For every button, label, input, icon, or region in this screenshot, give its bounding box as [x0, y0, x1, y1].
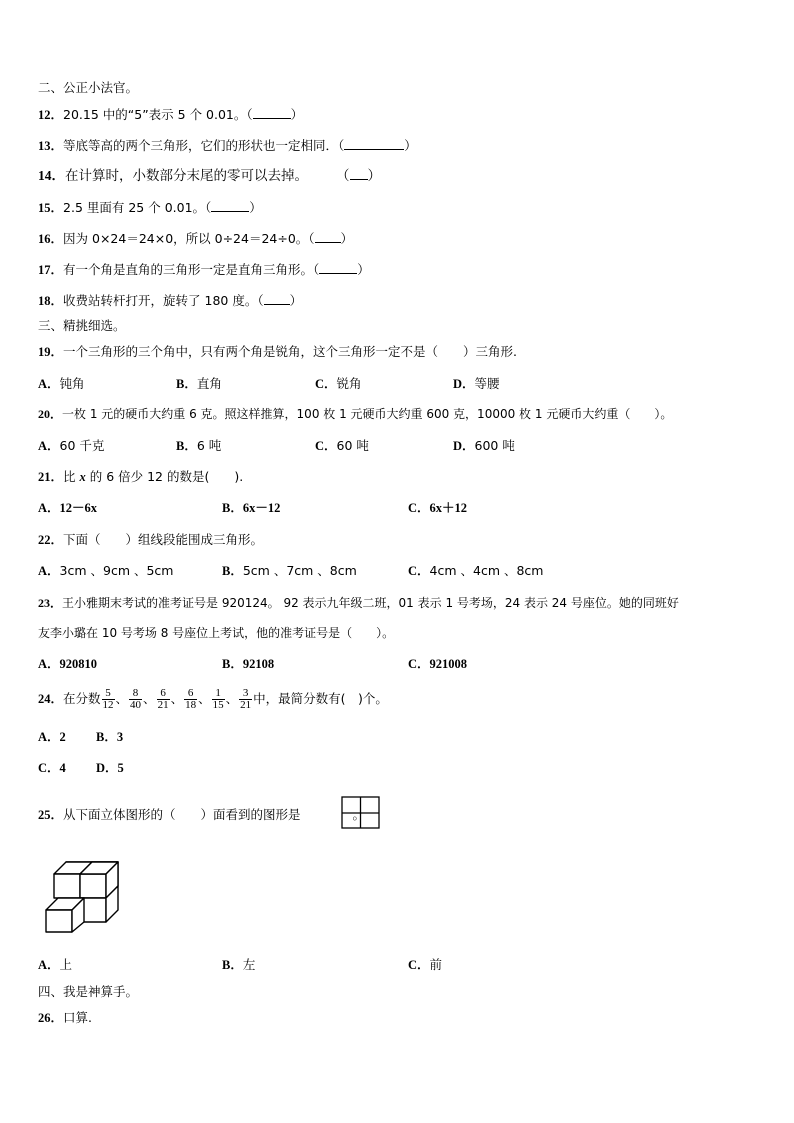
option-d[interactable]: D．等腰: [453, 376, 500, 391]
fraction: $\frac{6}{21}$: [157, 687, 169, 711]
view-grid-figure: [341, 796, 381, 830]
question-text: 因为 0×24＝24×0，所以 0÷24＝24÷0。（: [63, 231, 315, 246]
option-c[interactable]: C．4cm 、4cm 、8cm: [408, 563, 544, 578]
question-number: 20．: [38, 407, 63, 421]
question-18: 18．收费站转杆打开，旋转了 180 度。（ ）: [38, 293, 303, 308]
question-number: 21．: [38, 470, 64, 484]
question-text: 等底等高的两个三角形，它们的形状也一定相同．（: [63, 138, 345, 153]
question-17: 17．有一个角是直角的三角形一定是直角三角形。（ ）: [38, 262, 370, 277]
option-b[interactable]: B．6 吨: [176, 438, 222, 453]
option-c[interactable]: C．60 吨: [315, 438, 369, 453]
question-text: 收费站转杆打开，旋转了 180 度。（: [63, 293, 264, 308]
cube-stack-figure: [42, 858, 126, 934]
fraction: $\frac{3}{21}$: [240, 687, 252, 711]
question-21: 21．比 x 的 6 倍少 12 的数是( ).: [38, 469, 244, 484]
option-b[interactable]: B．6x－12: [222, 501, 281, 515]
fraction: $\frac{5}{12}$: [102, 687, 114, 711]
question-number: 16．: [38, 232, 64, 246]
question-number: 22．: [38, 533, 64, 547]
question-24: 24．在分数 $\frac{5}{12}$ 、 $\frac{8}{40}$ 、 $\frac{6}{21}$ 、 $\frac{6}{18}$ 、 $\frac{1}{15}$ 、 $\frac{3}{21}$ 中，最简分数有( )个。: [38, 687, 388, 711]
option-c[interactable]: C．921008: [408, 657, 468, 671]
option-a[interactable]: A．上: [38, 957, 73, 972]
question-number: 14．: [38, 168, 65, 183]
question-text: 王小雅期末考试的准考证号是 920124。 92 表示九年级二班，01 表示 1 号考场，24 表示 24 号座位。她的同班好: [62, 596, 679, 610]
question-number: 12．: [38, 108, 64, 122]
question-number: 19．: [38, 345, 64, 359]
option-a[interactable]: A．2: [38, 730, 66, 744]
question-text: 下面（ ）组线段能围成三角形。: [63, 532, 264, 547]
question-15: 15．2.5 里面有 25 个 0.01。（ ）: [38, 200, 262, 215]
option-c[interactable]: C．4: [38, 761, 66, 775]
question-22: [38, 532, 263, 548]
answer-blank[interactable]: [319, 261, 357, 274]
question-text: 20.15 中的“5”表示 5 个 0.01。（: [63, 107, 253, 122]
option-b[interactable]: B．直角: [176, 376, 222, 391]
option-a[interactable]: A．3cm 、9cm 、5cm: [38, 563, 174, 578]
question-12: 12．20.15 中的“5”表示 5 个 0.01。（ ）: [38, 107, 304, 122]
section-3-title: 三、精挑细选。: [38, 318, 126, 333]
question-14: 14．在计算时，小数部分末尾的零可以去掉。 （ ）: [38, 168, 381, 184]
question-16: 16．因为 0×24＝24×0，所以 0÷24＝24÷0。（ ）: [38, 231, 354, 246]
fraction: $\frac{6}{18}$: [185, 687, 197, 711]
answer-blank[interactable]: [344, 137, 404, 150]
question-20: [38, 406, 672, 422]
option-b[interactable]: B．92108: [222, 657, 275, 671]
question-text: 一枚 1 元的硬币大约重 6 克。照这样推算，100 枚 1 元硬币大约重 600 克，10000 枚 1 元硬币大约重（ ）。: [62, 407, 673, 421]
fraction: $\frac{1}{15}$: [212, 687, 224, 711]
option-a[interactable]: A．12－6x: [38, 501, 98, 515]
question-23-line-1: [38, 595, 679, 611]
section-2-title: 二、公正小法官。: [38, 80, 139, 95]
question-25: 25．从下面立体图形的（ ）面看到的图形是 。: [38, 807, 366, 822]
option-a[interactable]: A．60 千克: [38, 438, 105, 453]
option-d[interactable]: D．5: [96, 761, 124, 775]
question-text: 从下面立体图形的（ ）面看到的图形是: [63, 807, 301, 822]
variable-x: x: [79, 470, 86, 484]
option-b[interactable]: B．3: [96, 730, 124, 744]
question-number: 15．: [38, 201, 64, 215]
question-text: 一个三角形的三个角中，只有两个角是锐角，这个三角形一定不是（ ）三角形.: [63, 344, 517, 359]
question-number: 24．: [38, 692, 64, 706]
answer-blank[interactable]: [315, 230, 341, 243]
answer-blank[interactable]: [350, 167, 368, 180]
question-19: [38, 344, 517, 360]
fraction: $\frac{8}{40}$: [130, 687, 142, 711]
answer-blank[interactable]: [264, 292, 290, 305]
question-text: 2.5 里面有 25 个 0.01。（: [63, 200, 212, 215]
option-a[interactable]: A．钝角: [38, 376, 85, 391]
question-number: 23．: [38, 596, 63, 610]
question-number: 13．: [38, 139, 64, 153]
option-a[interactable]: A．920810: [38, 657, 98, 671]
question-text: 口算.: [63, 1010, 92, 1025]
question-26: [38, 1010, 92, 1026]
option-c[interactable]: C．6x＋12: [408, 501, 468, 515]
option-c[interactable]: C．锐角: [315, 376, 362, 391]
question-13: 13．等底等高的两个三角形，它们的形状也一定相同．（ ）: [38, 138, 417, 153]
section-4-title: 四、我是神算手。: [38, 984, 139, 999]
option-b[interactable]: B．左: [222, 957, 256, 972]
question-text: 有一个角是直角的三角形一定是直角三角形。（: [63, 262, 320, 277]
question-number: 18．: [38, 294, 64, 308]
question-23-line-2: 友李小璐在 10 号考场 8 号座位上考试，他的准考证号是（ ）。: [38, 626, 395, 640]
question-number: 17．: [38, 263, 64, 277]
question-text: 在计算时，小数部分末尾的零可以去掉。: [65, 168, 308, 184]
question-number: 26．: [38, 1011, 64, 1025]
option-c[interactable]: C．前: [408, 957, 443, 972]
question-number: 25．: [38, 808, 64, 822]
option-b[interactable]: B．5cm 、7cm 、8cm: [222, 563, 357, 578]
answer-blank[interactable]: [211, 199, 249, 212]
answer-blank[interactable]: [253, 106, 291, 119]
option-d[interactable]: D．600 吨: [453, 438, 515, 453]
